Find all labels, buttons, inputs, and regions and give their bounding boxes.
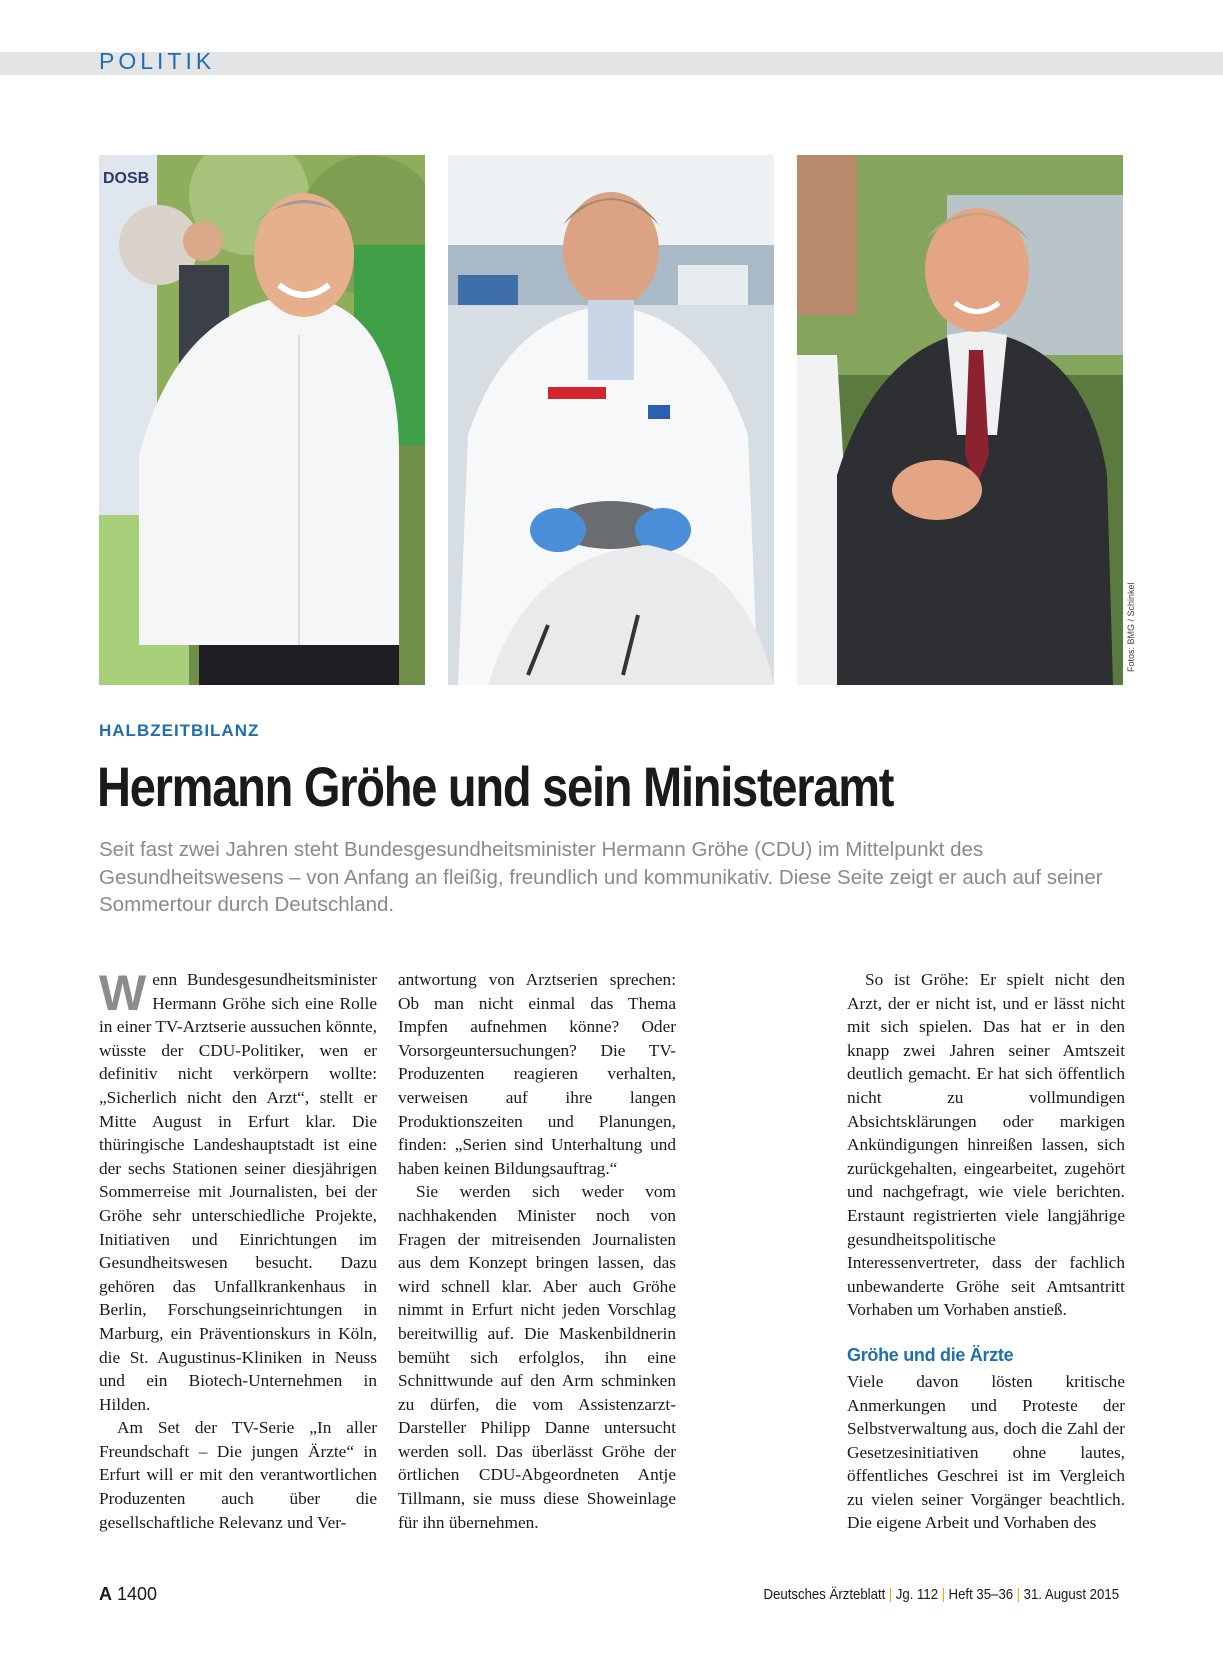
dropcap: W xyxy=(99,965,147,1021)
article-column-1 xyxy=(99,965,377,1534)
dosb-sign-text: DOSB xyxy=(103,170,150,187)
article-column-2 xyxy=(398,968,676,1534)
section-label: POLITIK xyxy=(99,48,216,74)
issue-date: 31. August 2015 xyxy=(1023,1586,1119,1603)
volume: Jg. 112 xyxy=(895,1586,939,1603)
article-deck: Seit fast zwei Jahren steht Bundesgesundheitsminister Hermann Gröhe (CDU) im Mittelpunkt des Gesundheitswesens – von Anfang an fleißig, freundlich und kommunikativ. Diese Seite zeigt er auch auf seiner Sommertour durch Deutschland. xyxy=(99,838,1103,916)
journal-name: Deutsches Ärzteblatt xyxy=(763,1586,886,1603)
paragraph: Am Set der TV-Serie „In aller Freundschaft – Die jungen Ärzte“ in Erfurt will er mit den verantwortlichen Produzenten auch über die gesellschaftliche Relevanz und Ver- xyxy=(99,1418,377,1532)
photo-dark-suit xyxy=(797,155,1123,685)
article-kicker: HALBZEITBILANZ xyxy=(99,721,260,740)
paragraph: Sie werden sich weder vom nachhakenden Minister noch von Fragen der mitreisenden Journalisten aus dem Konzept bringen lassen, das wird schnell klar. Aber auch Gröhe nimmt in Erfurt nicht jeden Vorschlag bereitwillig auf. Die Maskenbildnerin bemüht sich erfolglos, ihn eine Schnittwunde auf den Arm schminken zu dürfen, die vom Assistenzarzt-Darsteller Philipp Danne untersucht werden soll. Das überlässt Gröhe der örtlichen CDU-Abgeordneten Antje Tillmann, sie muss diese Showeinlage für ihn übernehmen. xyxy=(398,1182,676,1532)
article-headline: Hermann Gröhe und sein Ministeramt xyxy=(97,755,894,818)
page-number: A 1400 xyxy=(99,1584,158,1604)
photo-laboratory xyxy=(448,155,774,685)
photo-outdoor-white-shirt xyxy=(99,155,425,685)
paragraph: So ist Gröhe: Er spielt nicht den Arzt, der er nicht ist, und er lässt nicht mit sich spielen. Das hat er in den knapp zwei Jahren seiner Amtszeit deutlich gemacht. Er hat sich öffentlich nicht zu vollmundigen Absichtsklärungen oder markigen Ankündigungen hinreißen lassen, sich zurückgehalten, eingearbeitet, zugehört und nachgefragt, wie viele berichten. Erstaunt registrierten viele langjährige gesundheitspolitische Interessenvertreter, dass der fachlich unbewanderte Gröhe seit Amtsantritt Vorhaben um Vorhaben anstieß. xyxy=(847,970,1125,1320)
photo-credit: Fotos: BMG / Schinkel xyxy=(1126,582,1136,672)
subheading: Gröhe und die Ärzte xyxy=(847,1344,1014,1365)
paragraph: antwortung von Arztserien sprechen: Ob man nicht einmal das Thema Impfen aufnehmen könne? Oder Vorsorgeuntersuchungen? Die TV-Produzenten reagieren verhalten, verweisen auf ihre langen Produktionszeiten und Planungen, finden: „Serien sind Unterhaltung und haben keinen Bildungsauftrag.“ xyxy=(398,970,676,1178)
paragraph: Viele davon lösten kritische Anmerkungen und Proteste der Selbstverwaltung aus, doch die Zahl der Gesetzesinitiativen ohne lautes, öffentliches Geschrei ist im Vergleich zu vielen seiner Vorgänger beachtlich. Die eigene Arbeit und Vorhaben des xyxy=(847,1371,1125,1533)
issue: Heft 35–36 xyxy=(948,1586,1014,1603)
footer-issue-info: Deutsches Ärzteblatt | Jg. 112 | Heft 35–36 | 31. August 2015 xyxy=(763,1586,1119,1603)
paragraph: Wenn Bundesgesundheitsminister Hermann Gröhe sich eine Rolle in einer TV-Arztserie aussuchen könnte, wüsste der CDU-Politiker, wen er definitiv nicht verkörpern wollte: „Sicherlich nicht den Arzt“, stellt er Mitte August in Erfurt klar. Die thüringische Landeshauptstadt ist eine der sechs Stationen seiner diesjährigen Sommerreise mit Journalisten, bei der Gröhe sehr unterschiedliche Projekte, Initiativen und Einrichtungen im Gesundheitswesen besucht. Dazu gehören das Unfallkrankenhaus in Berlin, Forschungseinrichtungen in Marburg, ein Präventionskurs in Köln, die St. Augustinus-Kliniken in Neuss und ein Biotech-Unternehmen in Hilden. xyxy=(99,965,377,1414)
article-column-3 xyxy=(847,968,1125,1535)
